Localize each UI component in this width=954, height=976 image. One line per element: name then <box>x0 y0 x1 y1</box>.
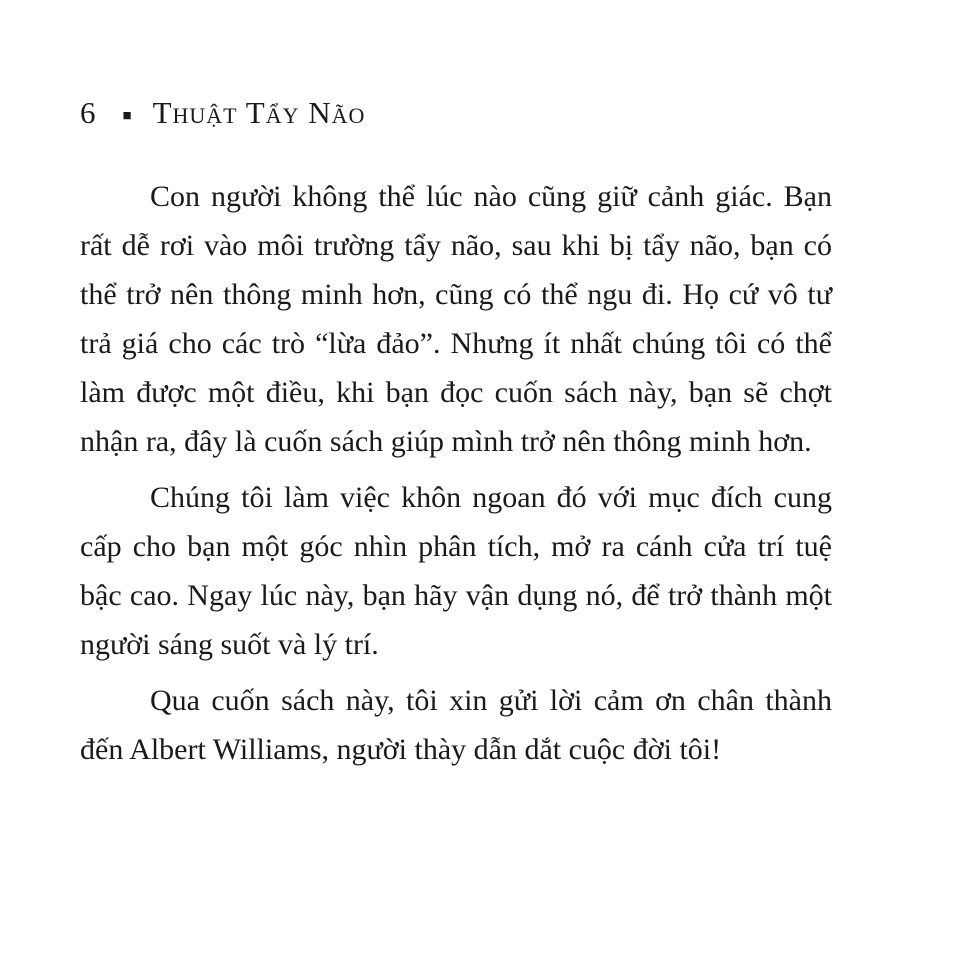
paragraph-3: Qua cuốn sách này, tôi xin gửi lời cảm ơn chân thành đến Albert Williams, người thày dẫn dắt cuộc đời tôi! <box>80 684 832 766</box>
page-text <box>80 172 832 781</box>
book-title: Thuật Tẩy Não <box>152 95 366 130</box>
square-bullet-icon: ■ <box>122 108 132 124</box>
page-number: 6 <box>80 95 96 130</box>
paragraph-1: Con người không thể lúc nào cũng giữ cảnh giác. Bạn rất dễ rơi vào môi trường tẩy não, sau khi bị tẩy não, bạn có thể trở nên thông minh hơn, cũng có thể ngu đi. Họ cứ vô tư trả giá cho các trò “lừa đảo”. Nhưng ít nhất chúng tôi có thể làm được một điều, khi bạn đọc cuốn sách này, bạn sẽ chợt nhận ra, đây là cuốn sách giúp mình trở nên thông minh hơn. <box>80 180 832 458</box>
running-header <box>80 96 365 130</box>
paragraph-2: Chúng tôi làm việc khôn ngoan đó với mục đích cung cấp cho bạn một góc nhìn phân tích, mở ra cánh cửa trí tuệ bậc cao. Ngay lúc này, bạn hãy vận dụng nó, để trở thành một người sáng suốt và lý trí. <box>80 481 832 661</box>
